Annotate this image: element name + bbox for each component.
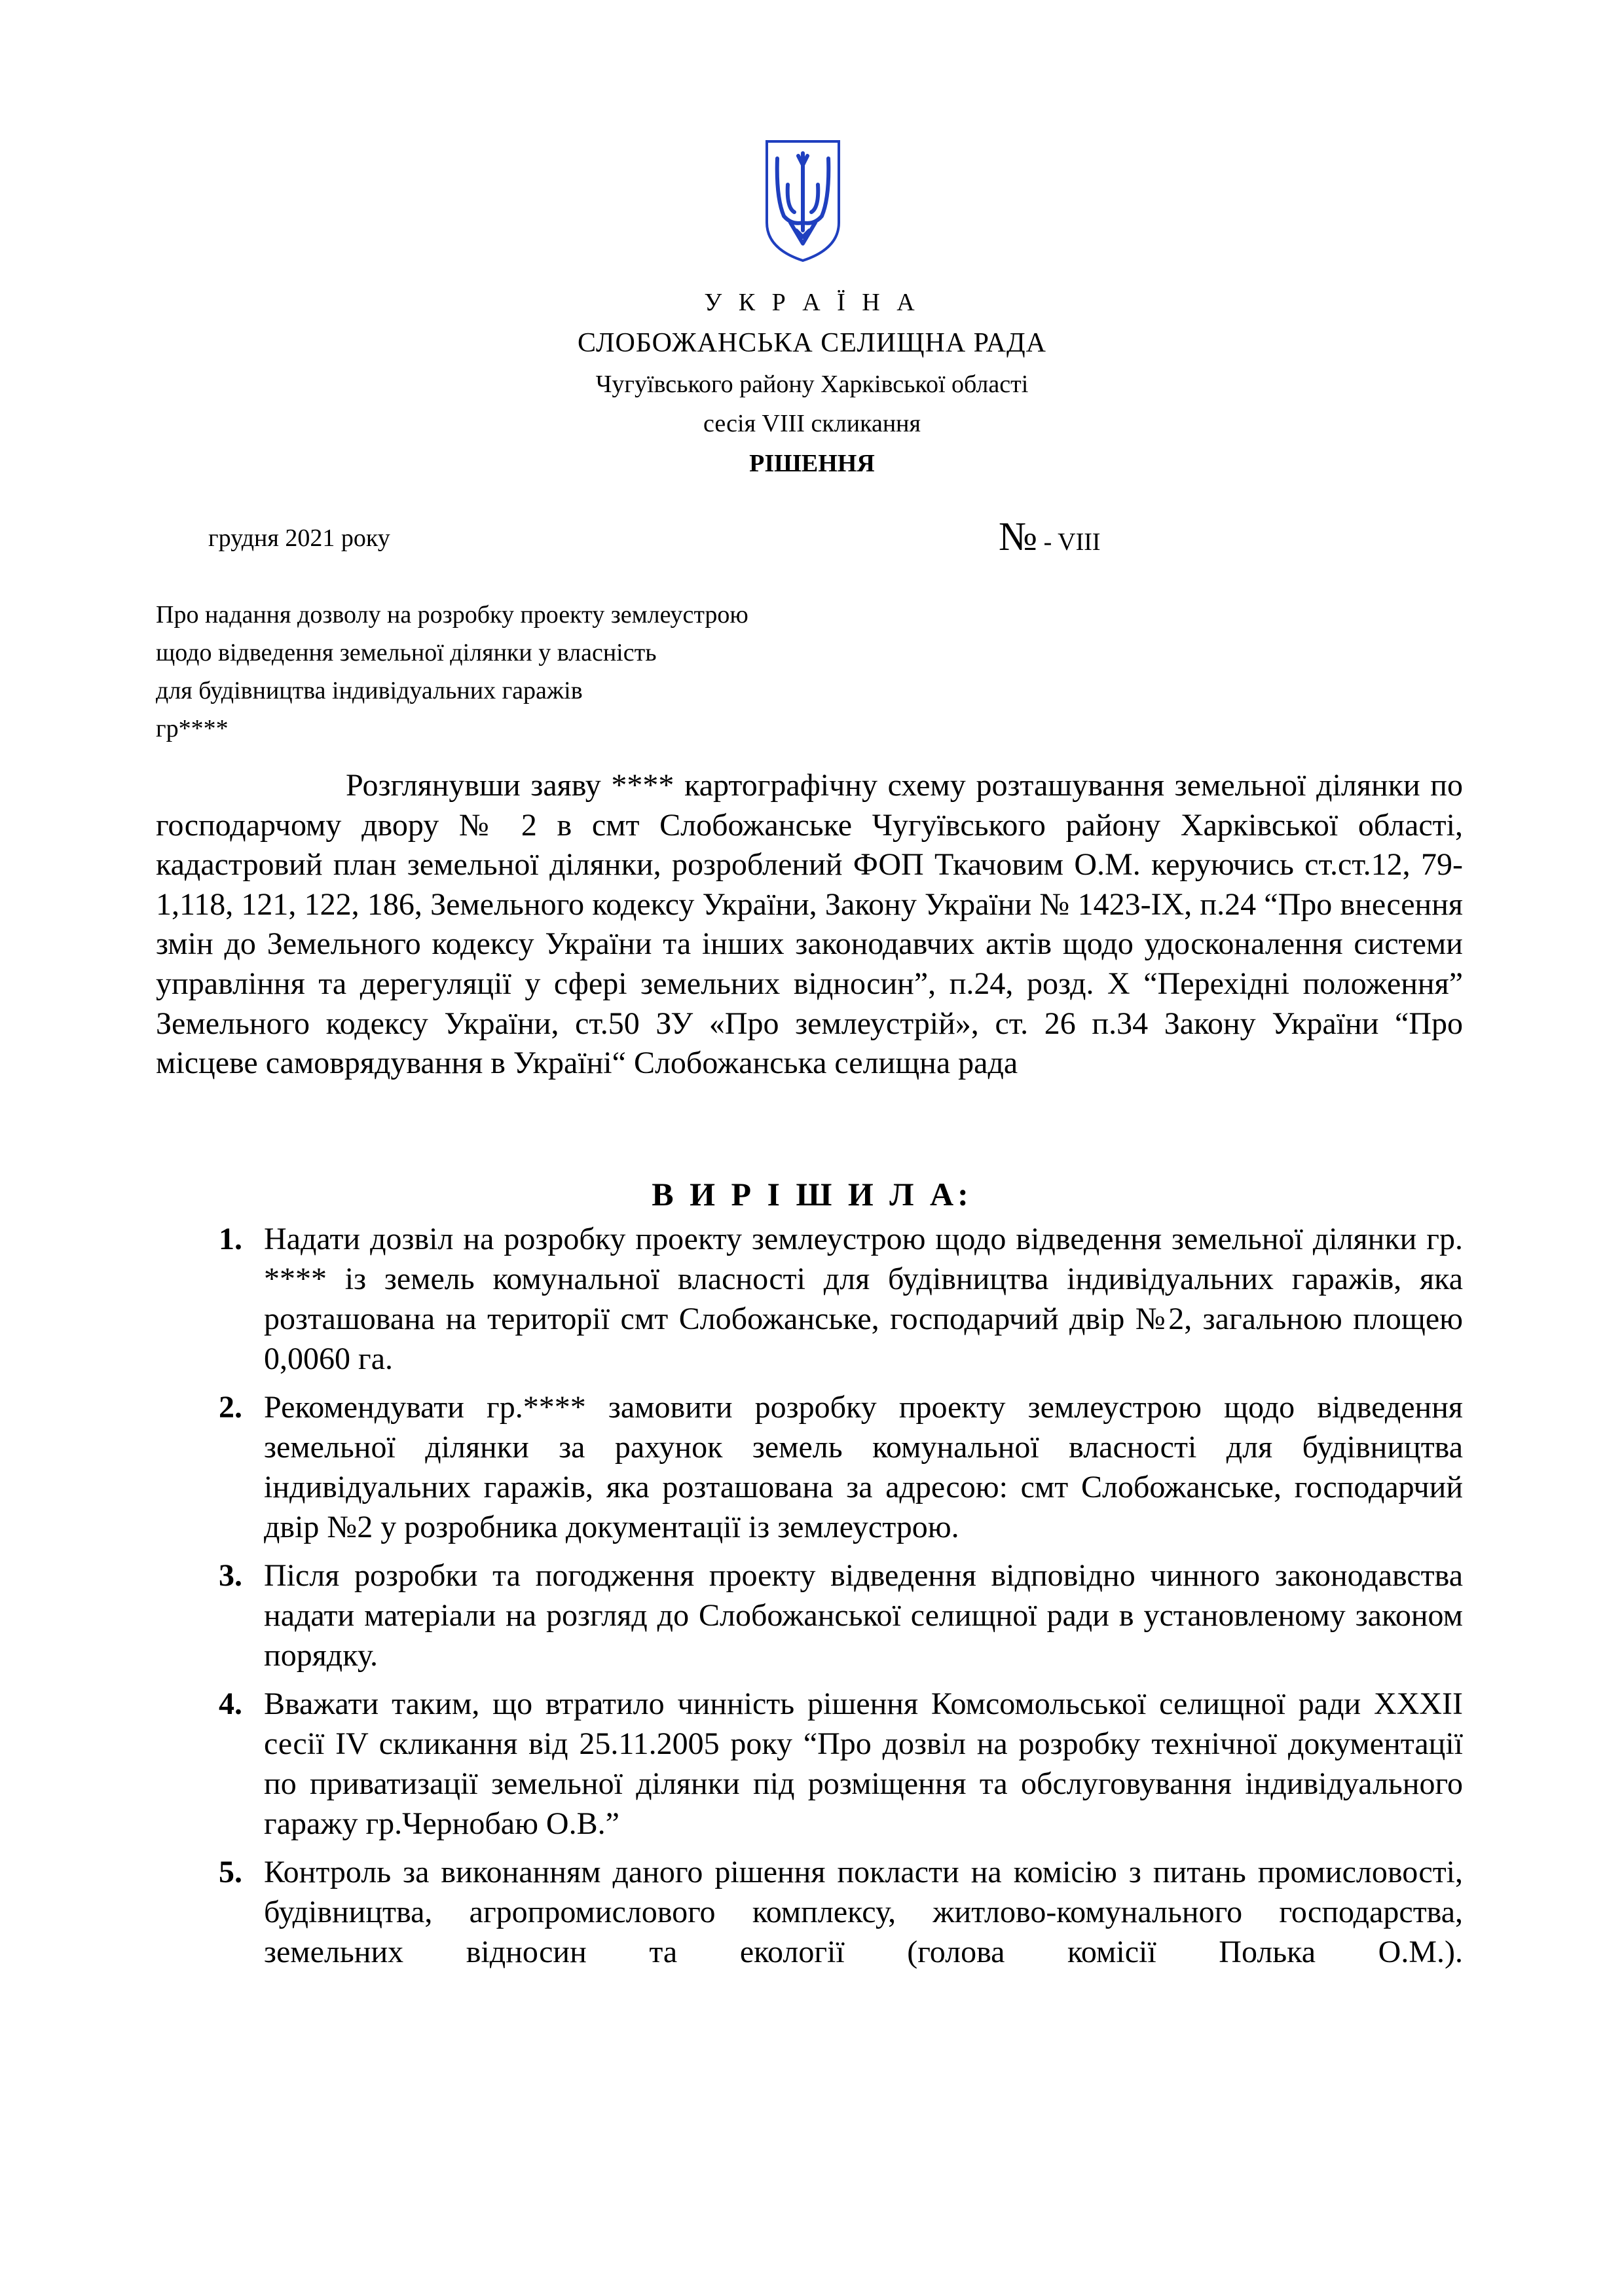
subject-line: для будівництва індивідуальних гаражів — [156, 677, 583, 704]
resolved-heading: В И Р І Ш И Л А: — [652, 1176, 972, 1212]
number-sign: № — [999, 515, 1038, 559]
item-text: Вважати таким, що втратило чинність рішення Комсомольської селищної ради XXXII сесії IV скликання від 25.11.2005 року “Про дозвіл на розробку технічної документації по приватизації земельної ділянки під розміщення та обслуговування індивідуального гаражу гр.Чернобаю О.В.” — [264, 1686, 1463, 1841]
item-text: Рекомендувати гр.**** замовити розробку проекту землеустрою щодо відведення земельної ділянки за рахунок земель комунальної власності для будівництва індивідуальних гаражів, яка розташована за адресою: смт Слобожанське, господарчий двір №2 у розробника документації із землеустрою. — [264, 1390, 1463, 1544]
list-item — [156, 1684, 1463, 1844]
document-type: РІШЕННЯ — [749, 450, 875, 477]
list-item — [156, 1852, 1463, 1972]
item-number: 2. — [219, 1390, 242, 1425]
subject-line: гр**** — [156, 715, 229, 742]
subject-line: щодо відведення земельної ділянки у власність — [156, 639, 657, 666]
item-number: 3. — [219, 1558, 242, 1593]
list-item — [156, 1556, 1463, 1675]
resolution-items — [156, 1219, 1463, 1980]
session-line: сесія VIII скликання — [703, 410, 921, 437]
trident-icon — [764, 139, 841, 263]
list-item — [156, 1219, 1463, 1379]
list-item — [156, 1387, 1463, 1547]
preamble-text: Розглянувши заяву **** картографічну схему розташування земельної ділянки по господарчому двору № 2 в смт Слобожанське Чугуївського району Харківської області, кадастровий план земельної ділянки, розроблений ФОП Ткачовим О.М. керуючись ст.ст.12, 79-1,118, 121, 122, 186, Земельного кодексу України, Закону України № 1423-IX, п.24 “Про внесення змін до Земельного кодексу України та інших законодавчих актів щодо удосконалення системи управління та дерегуляції у сфері земельних відносин”, п.24, розд. X “Перехідні положення” Земельного кодексу України, ст.50 ЗУ «Про землеустрій», ст. 26 п.34 Закону України “Про місцеве самоврядування в Україні“ Слобожанська селищна рада — [156, 768, 1463, 1081]
decision-number — [999, 514, 1101, 560]
item-text: Надати дозвіл на розробку проекту землеустрою щодо відведення земельної ділянки гр. **** із земель комунальної власності для будівництва індивідуальних гаражів, яка розташована на території смт Слобожанське, господарчий двір №2, загальною площею 0,0060 га. — [264, 1222, 1463, 1376]
item-text: Контроль за виконанням даного рішення покласти на комісію з питань промисловості, будівництва, агропромислового комплексу, житлово-комунального господарства, земельних відносин та екології (голова комісії Полька О.М.). — [264, 1855, 1463, 1969]
subject-line: Про надання дозволу на розробку проекту землеустрою — [156, 601, 748, 629]
council-title: СЛОБОЖАНСЬКА СЕЛИЩНА РАДА — [578, 328, 1046, 358]
item-text: Після розробки та погодження проекту відведення відповідно чинного законодавства надати матеріали на розгляд до Слобожанської селищної ради в установленому законом порядку. — [264, 1558, 1463, 1673]
item-number: 4. — [219, 1686, 242, 1721]
decision-date: грудня 2021 року — [208, 524, 390, 552]
item-number: 1. — [219, 1222, 242, 1256]
preamble — [156, 766, 1463, 1084]
item-number: 5. — [219, 1855, 242, 1889]
country-title: У К Р А Ї Н А — [704, 289, 920, 316]
district-line: Чугуївського району Харківської області — [595, 371, 1029, 398]
decision-subject — [156, 596, 748, 748]
coat-of-arms-emblem — [764, 139, 841, 263]
number-value: - VIII — [1037, 528, 1101, 556]
